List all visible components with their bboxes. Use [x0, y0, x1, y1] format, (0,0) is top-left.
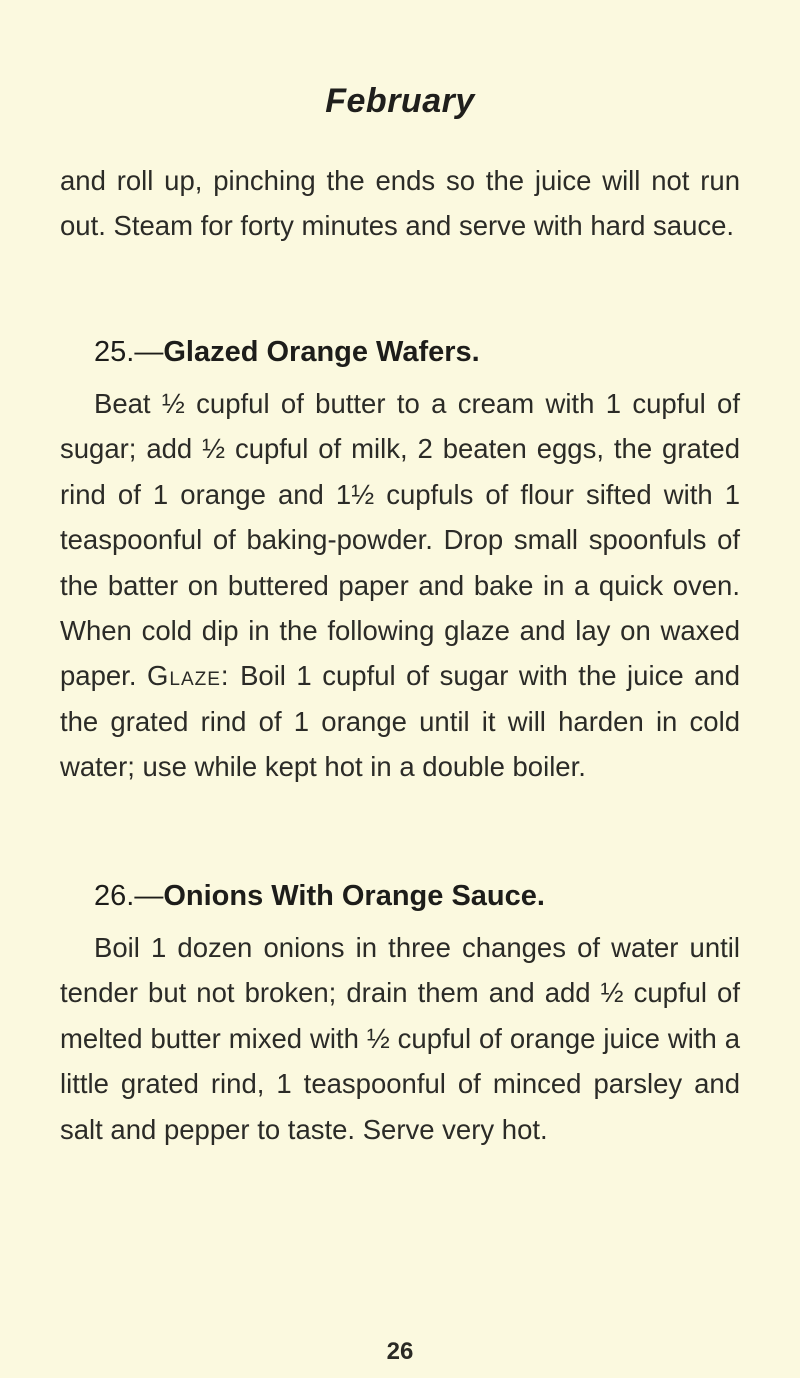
recipe-instructions: Beat ½ cupful of butter to a cream with 1 cupful of sugar; add ½ cupful of milk, 2 beaten eggs, the grated rind of 1 orange and 1½ cupfuls of flour sifted with 1 teaspoonful of baking-powder. Drop small spoonfuls of the batter on buttered paper and bake in a quick oven. When cold dip in the following glaze and lay on waxed paper.	[60, 388, 740, 692]
recipe-number: 26.—	[94, 880, 164, 912]
recipe-number: 25.—	[94, 336, 164, 368]
recipe-title: Glazed Orange Wafers.	[163, 336, 480, 368]
running-header: February	[325, 82, 475, 120]
recipe-heading-25	[94, 336, 480, 369]
continuation-paragraph: and roll up, pinching the ends so the juice will not run out. Steam for forty minutes and serve with hard sauce.	[60, 165, 740, 242]
recipe-instructions: Boil 1 dozen onions in three changes of water until tender but not broken; drain them and add ½ cupful of melted butter mixed with ½ cupful of orange juice with a little grated rind, 1 teaspoonful of minced parsley and salt and pepper to taste. Serve very hot.	[60, 932, 740, 1145]
recipe-title: Onions With Orange Sauce.	[163, 880, 545, 912]
recipe-heading-26	[94, 880, 545, 913]
glaze-label: Glaze:	[146, 660, 230, 692]
recipe-body-26	[60, 925, 740, 1152]
page-number: 26	[386, 1338, 414, 1365]
glaze-instructions: Boil 1 cupful of sugar with the juice and the grated rind of 1 orange until it will harden in cold water; use while kept hot in a double boiler.	[60, 660, 741, 783]
recipe-body-25	[60, 381, 740, 790]
